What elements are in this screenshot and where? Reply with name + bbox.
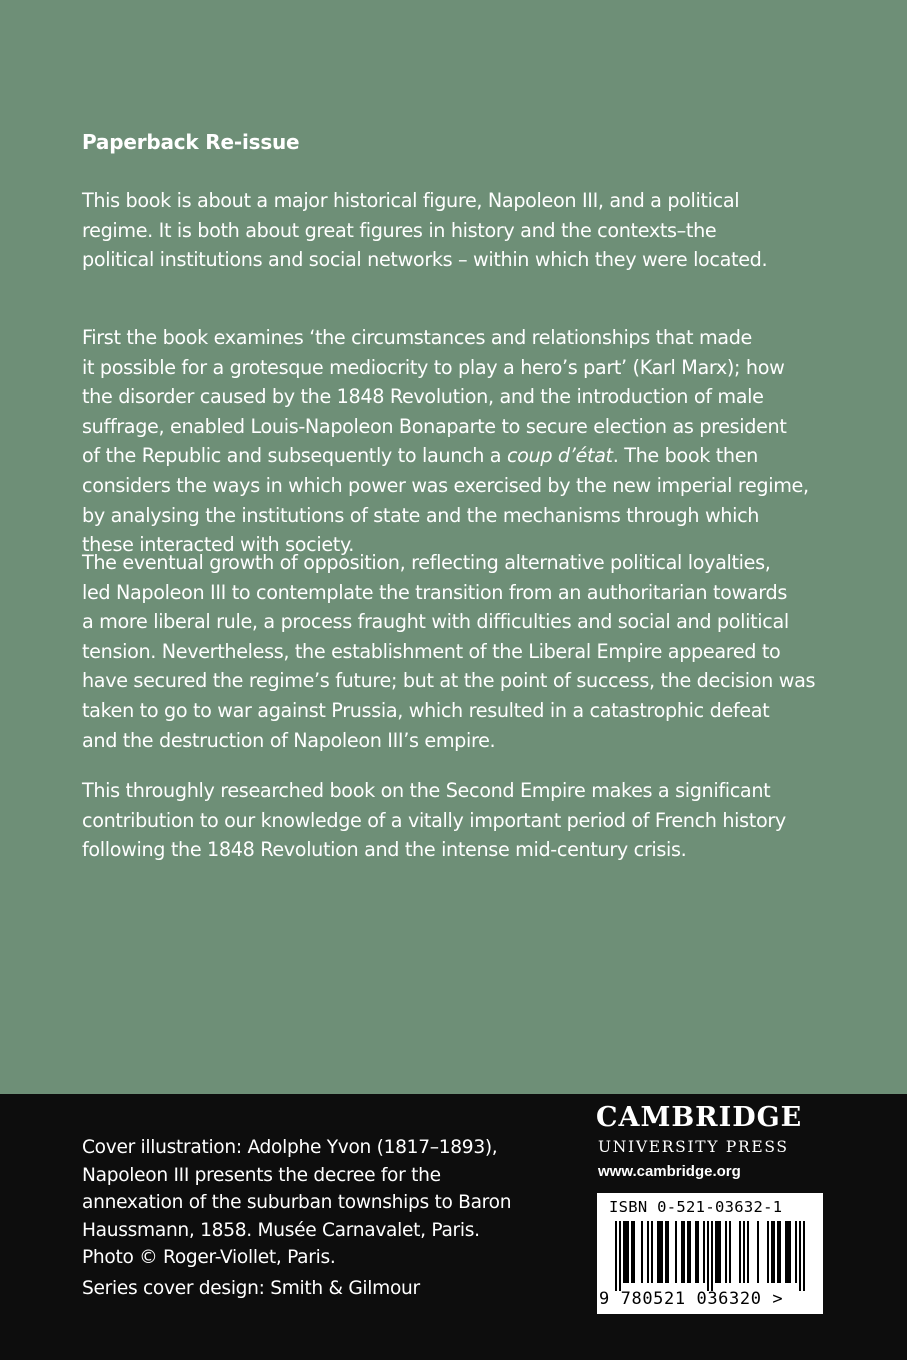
paragraph-2-line: suffrage, enabled Louis-Napoleon Bonaparte to secure election as president [82, 414, 787, 438]
barcode-bar [615, 1221, 617, 1291]
barcode-bar [725, 1221, 727, 1283]
line-text-post: . The book then [612, 444, 758, 468]
isbn-barcode [597, 1193, 823, 1314]
paragraph-1-line: This book is about a major historical figure, Napoleon III, and a political [82, 189, 740, 212]
barcode-bar [633, 1221, 635, 1283]
barcode-bar [641, 1221, 643, 1283]
paragraph-3-line: taken to go to war against Prussia, which resulted in a catastrophic defeat [82, 698, 770, 722]
barcode-bar [681, 1221, 683, 1283]
barcode-bar [717, 1221, 719, 1283]
series-cover-design-credit: Series cover design: Smith & Gilmour [82, 1278, 420, 1299]
barcode-bar [703, 1221, 705, 1283]
barcode-bar [661, 1221, 663, 1283]
barcode-bar [777, 1221, 779, 1283]
paragraph-2-line: First the book examines ‘the circumstances and relationships that made [82, 326, 752, 349]
barcode-bar [785, 1221, 787, 1283]
paragraph-3-line: have secured the regime’s future; but at the point of success, the decision was [82, 669, 816, 693]
barcode-bar [739, 1221, 741, 1283]
isbn-number: ISBN 0-521-03632-1 [609, 1198, 783, 1216]
paragraph-2-line-italic [82, 441, 842, 471]
italic-phrase: coup d’état [506, 444, 613, 468]
barcode-bar [743, 1221, 745, 1283]
page-heading: Paperback Re-issue [82, 130, 300, 154]
paragraph-1 [82, 186, 842, 275]
barcode-bar [665, 1221, 667, 1283]
barcode-bar [789, 1221, 791, 1283]
publisher-logo-name: CAMBRIDGE [596, 1102, 803, 1133]
barcode-bar [659, 1221, 661, 1283]
barcode-bar [623, 1221, 625, 1283]
barcode-bar [803, 1221, 805, 1291]
credit-line: Cover illustration: Adolphe Yvon (1817–1893), [82, 1137, 498, 1158]
paragraph-2-line: it possible for a grotesque mediocrity to play a hero’s part’ (Karl Marx); how [82, 355, 785, 379]
barcode-bar [795, 1221, 797, 1283]
paragraph-3-line: The eventual growth of opposition, reflecting alternative political loyalties, [82, 551, 771, 574]
paragraph-4-line: contribution to our knowledge of a vitally important period of French history [82, 808, 786, 832]
publisher-url: www.cambridge.org [598, 1163, 741, 1180]
paragraph-3-line: tension. Nevertheless, the establishment of the Liberal Empire appeared to [82, 639, 781, 663]
cover-illustration-credit [82, 1134, 511, 1272]
line-text-pre: of the Republic and subsequently to launch a [82, 444, 507, 468]
barcode-bar [697, 1221, 699, 1283]
paragraph-3-line: led Napoleon III to contemplate the transition from an authoritarian towards [82, 580, 787, 604]
paragraph-1-line: political institutions and social networks – within which they were located. [82, 248, 768, 272]
barcode-bar [799, 1221, 801, 1291]
barcode-bar [627, 1221, 629, 1283]
barcode-bar [747, 1221, 749, 1283]
barcode-bar [773, 1221, 775, 1283]
paragraph-1-line: regime. It is both about great figures in history and the contexts–the [82, 218, 717, 242]
paragraph-2-line: these interacted with society. [82, 533, 354, 557]
barcode-bar [625, 1221, 627, 1283]
barcode-bar [647, 1221, 649, 1283]
barcode-bar [715, 1221, 717, 1283]
credit-line: Photo © Roger-Viollet, Paris. [82, 1247, 336, 1268]
barcode-bar [711, 1221, 713, 1291]
barcode-bar [619, 1221, 621, 1291]
paragraph-4-line: following the 1848 Revolution and the intense mid-century crisis. [82, 838, 687, 862]
barcode-bar [689, 1221, 691, 1283]
barcode-bar [631, 1221, 633, 1283]
paragraph-3 [82, 548, 842, 755]
paragraph-2-line: by analysing the institutions of state and the mechanisms through which [82, 503, 760, 527]
credit-line: Haussmann, 1858. Musée Carnavalet, Paris. [82, 1219, 480, 1241]
paragraph-4 [82, 776, 842, 865]
paragraph-2 [82, 323, 842, 560]
paragraph-4-line: This throughly researched book on the Second Empire makes a significant [82, 779, 771, 802]
barcode-bar [683, 1221, 685, 1283]
barcode-bar [719, 1221, 721, 1283]
barcode-bar [729, 1221, 731, 1283]
credit-line: annexation of the suburban townships to Baron [82, 1192, 512, 1213]
barcode-bar [707, 1221, 709, 1291]
barcode-bar [675, 1221, 677, 1283]
credit-line: Napoleon III presents the decree for the [82, 1164, 441, 1186]
paragraph-2-line: the disorder caused by the 1848 Revolution, and the introduction of male [82, 385, 764, 409]
paragraph-2-line: considers the ways in which power was exercised by the new imperial regime, [82, 473, 809, 497]
barcode-bar [787, 1221, 789, 1283]
barcode-bar [687, 1221, 689, 1283]
barcode-bar [757, 1221, 759, 1283]
barcode-digits: 9 780521 036320 > [599, 1289, 784, 1309]
barcode-bar [771, 1221, 773, 1283]
barcode-bars [597, 1221, 823, 1291]
paragraph-3-line: a more liberal rule, a process fraught with difficulties and social and political [82, 610, 789, 634]
publisher-logo-subname: UNIVERSITY PRESS [598, 1138, 789, 1156]
barcode-bar [667, 1221, 669, 1283]
barcode-bar [695, 1221, 697, 1283]
barcode-bar [767, 1221, 769, 1283]
barcode-bar [779, 1221, 781, 1283]
barcode-bar [657, 1221, 659, 1283]
barcode-bar [651, 1221, 653, 1283]
paragraph-3-line: and the destruction of Napoleon III’s empire. [82, 728, 496, 752]
